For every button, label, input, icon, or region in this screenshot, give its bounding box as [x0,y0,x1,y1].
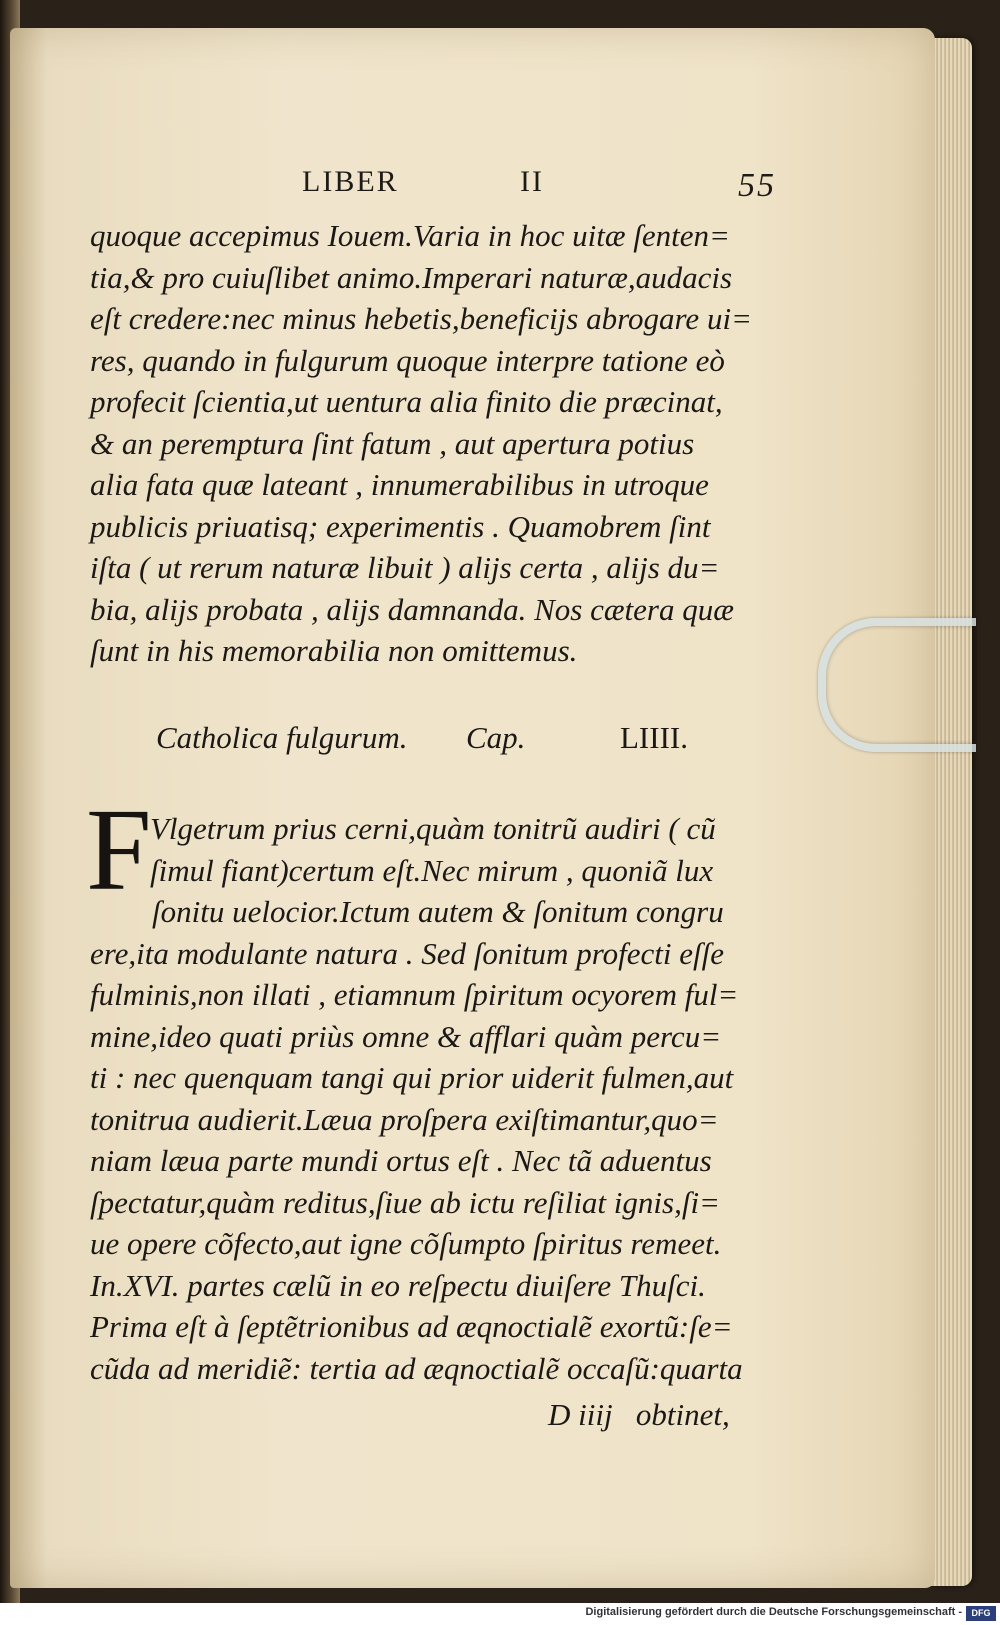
text-line: profecit ſcientia,ut uentura alia finito die præcinat, [90,384,723,419]
text-line: tonitrua audierit.Læua proſpera exiſtimantur,quo= [90,1101,719,1137]
text-line: fulminis,non illati , etiamnum ſpiritum ocyorem ful= [90,977,739,1012]
book-number: II [520,165,544,198]
text-line: niam læua parte mundi ortus eſt . Nec tã aduentus [90,1143,712,1178]
catchword: obtinet, [635,1397,730,1432]
text-line: ſunt in his memorabilia non omittemus. [90,633,578,668]
funding-credit: Digitalisierung gefördert durch die Deutsche Forschungsgemeinschaft - [585,1606,962,1618]
text-line: publicis priuatisq; experimentis . Quamobrem ſint [90,508,711,544]
text-line: ſpectatur,quàm reditus,ſiue ab ictu reſiliat ignis,ſi= [90,1184,720,1220]
text-line: mine,ideo quati priùs omne & afflari quàm percu= [90,1018,722,1054]
chapter-title: Catholica fulgurum. [156,720,408,755]
text-line: iſta ( ut rerum naturæ libuit ) alijs certa , alijs du= [90,550,720,585]
page-edges [930,38,972,1586]
text-line: eſt credere:nec minus hebetis,beneficijs abrogare ui= [90,301,752,336]
text-line: ſonitu uelocior.Ictum autem & ſonitum congru [152,894,724,929]
paragraph-2 [90,808,743,1389]
text-line: ere,ita modulante natura . Sed ſonitum profecti eſſe [90,935,724,971]
chapter-number: LIIII. [620,720,688,755]
text-line: res, quando in fulgurum quoque interpre tatione eò [90,342,725,378]
text-line: tia,& pro cuiuſlibet animo.Imperari naturæ,audacis [90,259,733,295]
running-header [0,165,1000,215]
paragraph-1 [90,215,752,672]
text-line: bia, alijs probata , alijs damnanda. Nos cætera quæ [90,591,734,627]
text-line: cũda ad meridiẽ: tertia ad æqnoctialẽ occaſũ:quarta [90,1350,743,1386]
dfg-logo: DFG [966,1606,996,1621]
running-title: LIBER [302,165,399,198]
page-clip [818,618,976,752]
text-line: alia fata quæ lateant , innumerabilibus in utroque [90,467,709,502]
chapter-label: Cap. [466,720,526,755]
text-line: quoque accepimus Iouem.Varia in hoc uitæ ſenten= [90,218,730,253]
text-line: ſimul fiant)certum eſt.Nec mirum , quoniã lux [150,852,714,888]
signature-mark: D iiij [548,1397,613,1432]
drop-capital: F [86,784,152,915]
text-line: Prima eſt à ſeptẽtrionibus ad æqnoctialẽ exortũ:ſe= [90,1309,733,1344]
digitization-footer [0,1603,1000,1625]
text-line: ti : nec quenquam tangi qui prior uiderit fulmen,aut [90,1060,734,1095]
text-line: Vlgetrum prius cerni,quàm tonitrũ audiri ( cũ [150,811,716,846]
text-line: In.XVI. partes cælũ in eo reſpectu diuiſere Thuſci. [90,1267,706,1303]
text-line: & an peremptura ſint fatum , aut apertura potius [90,425,695,461]
text-line: ue opere cõfecto,aut igne cõſumpto ſpiritus remeet. [90,1226,722,1261]
folio-number: 55 [738,167,776,204]
signature-line [548,1397,730,1433]
